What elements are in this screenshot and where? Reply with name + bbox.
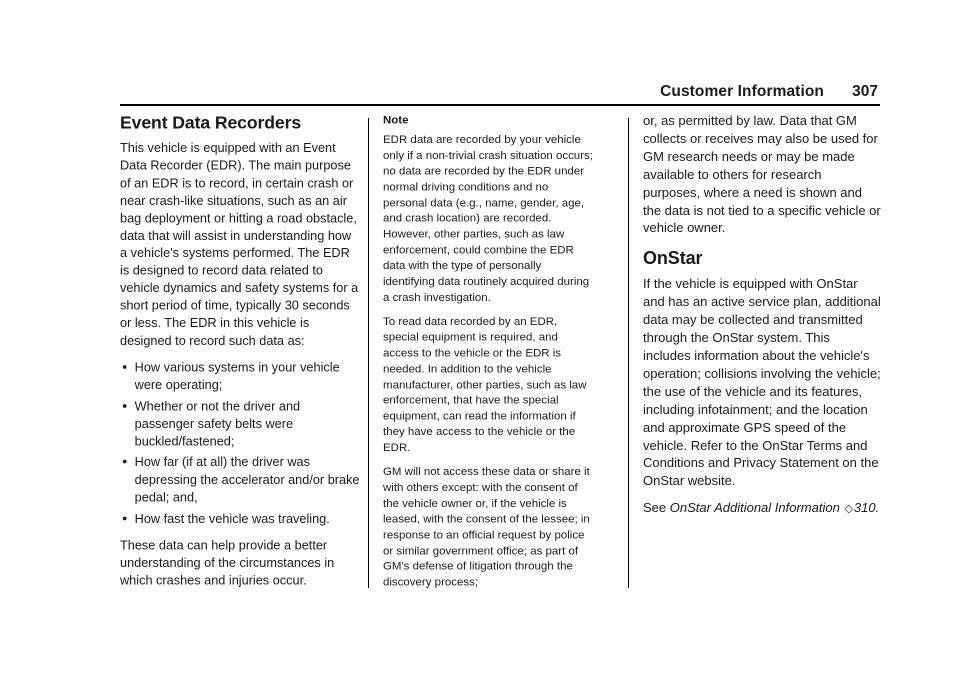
running-header-title: Customer Information — [660, 83, 824, 100]
column-1 — [120, 112, 360, 598]
page-header — [660, 83, 880, 105]
column-divider — [628, 118, 629, 588]
edr-intro-paragraph: This vehicle is equipped with an Event Data Recorder (EDR). The main purpose of an EDR is to record, in certain crash or near crash-like situations, such as an air bag deployment or hitting a road obstacle, data that will assist in understanding how a vehicle's systems performed. The EDR is designed to record data related to vehicle dynamics and safety systems for a short period of time, typically 30 seconds or less. The EDR in this vehicle is designed to record such data as: — [120, 140, 359, 348]
list-item-text: How various systems in your vehicle were operating; — [134, 359, 340, 392]
note-label: Note — [383, 112, 409, 127]
gm-access-paragraph: GM will not access these data or share it with others except: with the consent of the vehicle owner or, if the vehicle is leased, with the consent of the lessee; in response to an official request by police or similar government office; as part of GM's defense of litigation through the discovery process; — [383, 464, 590, 589]
see-prefix: See — [643, 500, 667, 516]
onstar-paragraph: If the vehicle is equipped with OnStar and has an active service plan, additional data may be collected and transmitted through the OnStar system. This includes information about the vehicle's operation; collisions involving the vehicle; the use of the vehicle and its features, including infotainment; and the location and approximate GPS speed of the vehicle. Refer to the OnStar Terms and Conditions and Privacy Statement on the OnStar website. — [643, 276, 881, 489]
cross-reference-title: OnStar Additional Information — [669, 500, 840, 516]
list-item-text: How far (if at all) the driver was depressing the accelerator and/or brake pedal; and, — [134, 454, 360, 505]
header-rule — [120, 104, 880, 106]
section-heading-onstar: OnStar — [643, 248, 703, 269]
section-heading-event-data-recorders: Event Data Recorders — [120, 112, 302, 133]
list-item — [120, 454, 360, 507]
column-2 — [383, 112, 595, 598]
gm-access-continuation-paragraph: or, as permitted by law. Data that GM collects or receives may also be used for GM research needs or may be made available to others for research purposes, where a need is shown and the data is not tied to a specific vehicle or vehicle owner. — [643, 113, 881, 236]
list-item-text: How fast the vehicle was traveling. — [134, 511, 330, 526]
list-item-text: Whether or not the driver and passenger safety belts were buckled/fastened; — [134, 398, 301, 449]
list-item — [120, 358, 360, 393]
bullet-icon: ● — [121, 400, 128, 411]
bullet-icon: ● — [121, 456, 128, 467]
cross-reference-page: 310. — [853, 500, 880, 516]
bullet-icon: ● — [121, 361, 128, 372]
see-reference — [643, 499, 881, 519]
column-divider — [368, 118, 369, 588]
column-3 — [643, 112, 881, 528]
list-item — [120, 397, 360, 450]
list-item — [120, 510, 360, 528]
edr-read-data-paragraph: To read data recorded by an EDR, special equipment is required, and access to the vehicle or the EDR is needed. In addition to the vehicle manufacturer, other parties, such as law enforcement, that have the special equipment, can read the information if they have access to the vehicle or the EDR. — [383, 314, 587, 454]
edr-data-list — [120, 358, 360, 527]
cross-reference-link[interactable] — [670, 500, 879, 515]
page-reference-icon: ◇ — [844, 503, 853, 516]
edr-closing-paragraph: These data can help provide a better understanding of the circumstances in which crashes and injuries occur. — [120, 537, 335, 588]
bullet-icon: ● — [121, 513, 128, 524]
page-number: 307 — [852, 83, 878, 100]
edr-note-paragraph: EDR data are recorded by your vehicle only if a non-trivial crash situation occurs; no data are recorded by the EDR under normal driving conditions and no personal data (e.g., name, gender, age, and crash location) are recorded. However, other parties, such as law enforcement, could combine the EDR data with the type of personally identifying data routinely acquired during a crash investigation. — [383, 132, 593, 304]
